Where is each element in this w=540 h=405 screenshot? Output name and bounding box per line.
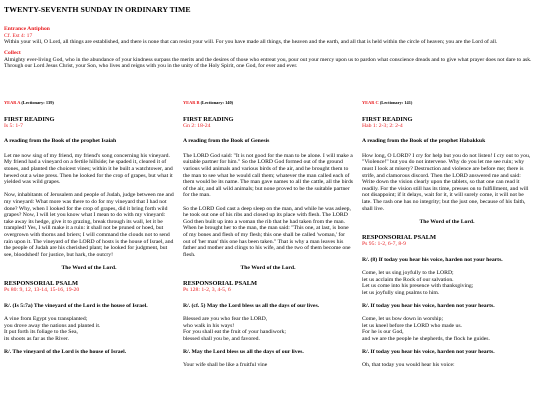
collect	[4, 50, 536, 70]
lectionary-number: (Lectionary: 140)	[200, 100, 234, 105]
stanza-line: For you shall eat the fruit of your handiwork;	[183, 329, 286, 336]
reading-paragraph: How long, O LORD? I cry for help but you do not listen! I cry out to you, "Violence!" but you do not intervene. Why do you let me see ruin; why must I look at misery? Destruction and violence are before me; there is strife, and clamorous discord. Then the LORD answered me and said: Write down the vision clearly upon the tablets, so that one can read it readily. For the vision still has its time, presses on to fulfillment, and will not disappoint; if it delays, wait for it, it will surely come, it will not be late. The rash one has no integrity; but the just one, because of his faith, shall live.	[362, 152, 531, 212]
stanza-line: For he is our God,	[362, 329, 404, 336]
psalm-stanza	[183, 316, 353, 342]
psalm-response: R/. The vineyard of the Lord is the house of Israel.	[4, 349, 127, 356]
psalm-stanza	[362, 316, 532, 342]
first-reading-cite: Gn 2: 18-24	[183, 122, 211, 129]
stanza-line: It put forth its foliage to the Sea,	[4, 329, 78, 336]
reading-title: A reading from the Book of Genesis	[183, 138, 270, 145]
psalm-response: R/. (cf. 5) May the Lord bless us all the days of our lives.	[183, 303, 320, 310]
word-of-the-lord: The Word of the Lord.	[61, 264, 117, 271]
year-name: YEAR C	[362, 100, 379, 105]
stanza-line: its shoots as far as the River.	[4, 336, 69, 343]
stanza-line: let us joyfully sing psalms to him.	[362, 289, 440, 296]
stanza-line: who walk in his ways!	[183, 322, 235, 329]
collect-heading: Collect	[4, 50, 21, 57]
first-reading-heading: FIRST READING	[183, 115, 234, 123]
psalm-stanza	[4, 316, 174, 342]
word-of-the-lord: The Word of the Lord.	[419, 218, 475, 225]
stanza-line: Oh, that today you would hear his voice:	[362, 362, 455, 369]
first-reading-heading: FIRST READING	[4, 115, 55, 123]
entrance-antiphon	[4, 26, 536, 46]
reading-title: A reading from the Book of the prophet Isaiah	[4, 138, 117, 145]
entrance-cite: Cf. Est 4: 17	[4, 32, 33, 39]
entrance-heading: Entrance Antiphon	[4, 26, 50, 32]
reading-paragraph: Let me now sing of my friend, my friend's song concerning his vineyard. My friend had a vineyard on a fertile hillside; he spaded it, cleared it of stones, and planted the choicest vines; within it he built a watchtower, and hewed out a wine press. Then he looked for the crop of grapes, but what it yielded was wild grapes.	[4, 152, 173, 186]
first-reading-heading: FIRST READING	[362, 115, 413, 123]
first-reading-cite: Is 5: 1-7	[4, 122, 23, 129]
psalm-response: R/. If today you hear his voice, harden not your hearts.	[362, 349, 495, 356]
lectionary-number: (Lectionary: 139)	[21, 100, 54, 105]
year-name: YEAR B	[183, 100, 200, 105]
stanza-line: blessed shall you be, and favored.	[183, 336, 260, 343]
year-label	[183, 100, 353, 107]
stanza-line: let us kneel before the LORD who made us.	[362, 322, 462, 329]
psalm-stanza	[362, 270, 532, 296]
psalm-heading: RESPONSORIAL PSALM	[4, 280, 79, 288]
word-of-the-lord: The Word of the Lord.	[240, 264, 296, 271]
reading-paragraph: So the LORD God cast a deep sleep on the man, and while he was asleep, he took out one of his ribs and closed up its place with flesh. The LORD God then built up into a woman the rib that he had taken from the man. When he brought her to the man, the man said: "This one, at last, is bone of my bones and flesh of my flesh; this one shall be called 'woman,' for out of 'her man' this one has been taken." That is why a man leaves his father and mother and clings to his wife, and the two of them become one flesh.	[183, 205, 351, 258]
page-title: TWENTY-SEVENTH SUNDAY IN ORDINARY TIME	[4, 5, 191, 14]
lectionary-number: (Lectionary: 141)	[379, 100, 413, 105]
psalm-response: R/. (Is 5:7a) The vineyard of the Lord is the house of Israel.	[4, 303, 148, 310]
stanza-line: let us acclaim the Rock of our salvation.	[362, 276, 454, 283]
column-year-a	[4, 100, 174, 405]
psalm-cite: Ps 95: 1-2, 6-7, 8-9	[362, 241, 406, 248]
stanza-line: Your wife shall be like a fruitful vine	[183, 362, 268, 369]
stanza-line: you drove away the nations and planted it.	[4, 322, 101, 329]
stanza-line: Let us come into his presence with thanksgiving;	[362, 283, 474, 290]
reading-paragraph: The LORD God said: "It is not good for the man to be alone. I will make a suitable partner for him." So the LORD God formed out of the ground various wild animals and various birds of the air, and he brought them to the man to see what he would call them; whatever the man called each of them would be its name. The man gave names to all the cattle, all the birds of the air, and all wild animals; but none proved to be the suitable partner for the man.	[183, 152, 353, 199]
reading-paragraph: Now, inhabitants of Jerusalem and people of Judah, judge between me and my vineyard: What more was there to do for my vineyard that I had not done? Why, when I looked for the crop of grapes, did it bring forth wild grapes? Now, I will let you know what I mean to do with my vineyard: take away its hedge, give it to grazing, break through its wall, let it be trampled! Yes, I will make it a ruin: it shall not be pruned or hoed, but overgrown with thorns and briers; I will command the clouds not to send rain upon it. The vineyard of the LORD of hosts is the house of Israel, and the people of Judah are his cherished plant; he looked for judgment, but see, bloodshed! for justice, but hark, the outcry!	[4, 192, 174, 258]
stanza-line: Come, let us sing joyfully to the LORD;	[362, 270, 454, 277]
psalm-response: R/. May the Lord bless us all the days of our lives.	[183, 349, 304, 356]
psalm-cite: Ps 128: 1-2, 3, 4-5, 6	[183, 287, 231, 294]
year-label	[362, 100, 532, 107]
psalm-response: R/. If today you hear his voice, harden not your hearts.	[362, 303, 495, 310]
stanza-line: Blessed are you who fear the LORD,	[183, 316, 268, 323]
stanza-line: A vine from Egypt you transplanted;	[4, 316, 88, 323]
psalm-heading: RESPONSORIAL PSALM	[183, 280, 258, 288]
psalm-cite: Ps 80: 9, 12, 13-14, 15-16, 19-20	[4, 287, 80, 294]
stanza-line: and we are the people he shepherds, the flock he guides.	[362, 336, 490, 343]
reading-title: A reading from the Book of the prophet Habakkuk	[362, 138, 486, 145]
psalm-heading: RESPONSORIAL PSALM	[362, 234, 437, 242]
psalm-response: R/. (8) If today you hear his voice, harden not your hearts.	[362, 256, 503, 263]
stanza-line: Come, let us bow down in worship;	[362, 316, 444, 323]
first-reading-cite: Hab 1: 2-3; 2: 2-4	[362, 122, 403, 129]
year-label	[4, 100, 174, 107]
entrance-text: Within your will, O Lord, all things are established, and there is none that can resist your will. For you have made all things, the heaven and the earth, and all that is held within the circle of heaven; you are the Lord of all.	[4, 39, 498, 46]
column-year-b	[183, 100, 353, 405]
year-name: YEAR A	[4, 100, 21, 105]
propers	[4, 26, 536, 75]
collect-text: Almighty ever-living God, who in the abundance of your kindness surpass the merits and the desires of those who entreat you, pour out your mercy upon us to pardon what conscience dreads and to give what prayer does not dare to ask. Through our Lord Jesus Christ, your Son, who lives and reigns with you in the unity of the Holy Spirit, one God, for ever and ever.	[4, 56, 532, 70]
column-year-c	[362, 100, 532, 405]
